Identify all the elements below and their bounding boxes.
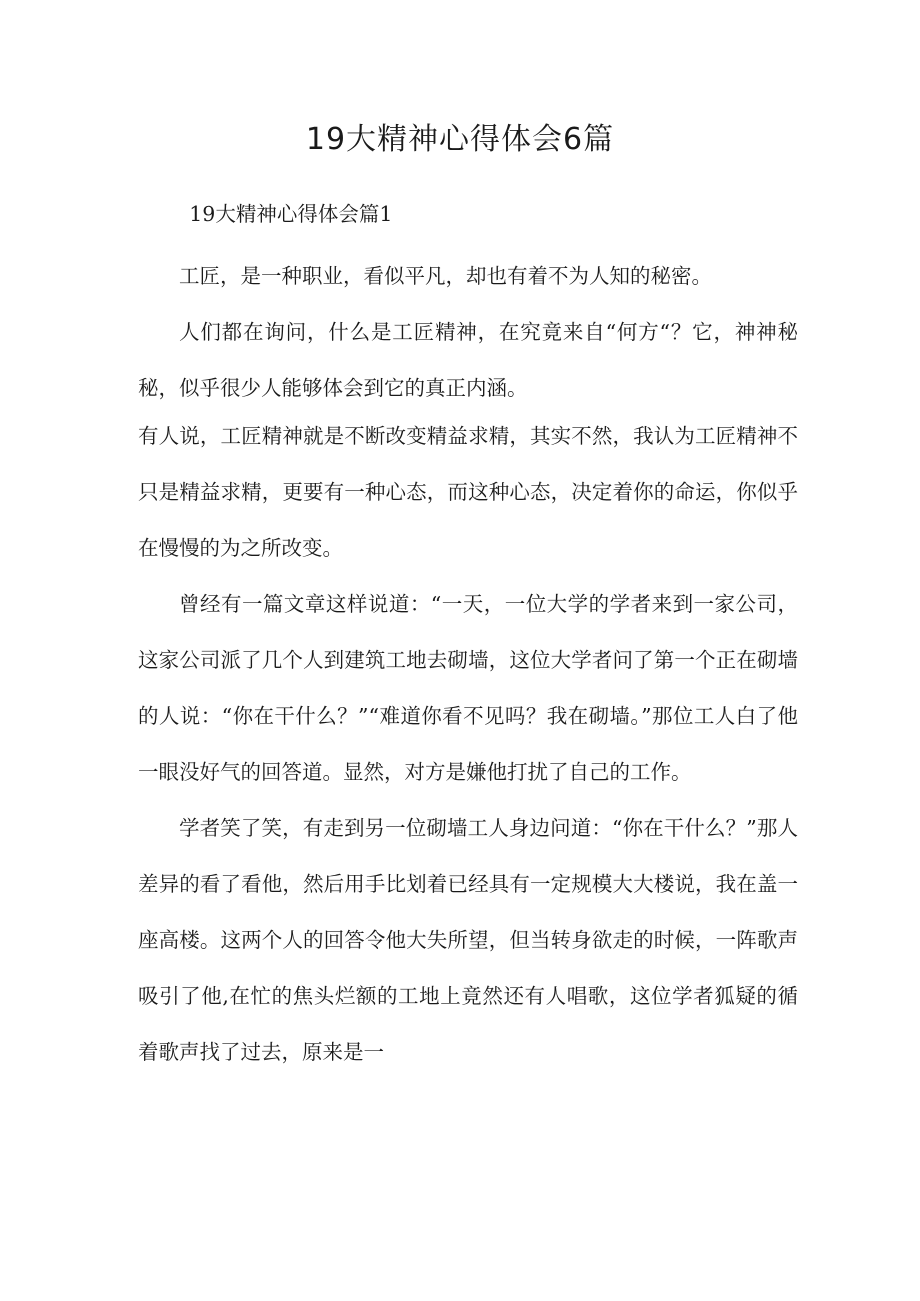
paragraph-1: 工匠，是一种职业，看似平凡，却也有着不为人知的秘密。: [179, 264, 712, 288]
paragraph-2: 人们都在询问，什么是工匠精神，在究竟来自“何方“？它，神神秘秘，似乎很少人能够体会到它的真正内涵。: [138, 320, 798, 400]
paragraph-5: 学者笑了笑，有走到另一位砌墙工人身边问道：“你在干什么？”那人差异的看了看他，然后用手比划着已经具有一定规模大大楼说，我在盖一座高楼。这两个人的回答令他大失所望，但当转身欲走的时候，一阵歌声吸引了他,在忙的焦头烂额的工地上竟然还有人唱歌，这位学者狐疑的循着歌声找了过去，原来是一: [138, 816, 798, 1064]
section-heading: 19大精神心得体会篇1: [189, 202, 393, 226]
paragraph-4: 曾经有一篇文章这样说道：“一天，一位大学的学者来到一家公司，这家公司派了几个人到建筑工地去砌墙，这位大学者问了第一个正在砌墙的人说：“你在干什么？”“难道你看不见吗？我在砌墙。”那位工人白了他一眼没好气的回答道。显然，对方是嫌他打扰了自己的工作。: [138, 592, 798, 784]
document-body: [138, 186, 798, 1080]
document-title: 19大精神心得体会6篇: [305, 122, 615, 157]
paragraph-3: 有人说，工匠精神就是不断改变精益求精，其实不然，我认为工匠精神不只是精益求精，更要有一种心态，而这种心态，决定着你的命运，你似乎在慢慢的为之所改变。: [138, 424, 798, 560]
